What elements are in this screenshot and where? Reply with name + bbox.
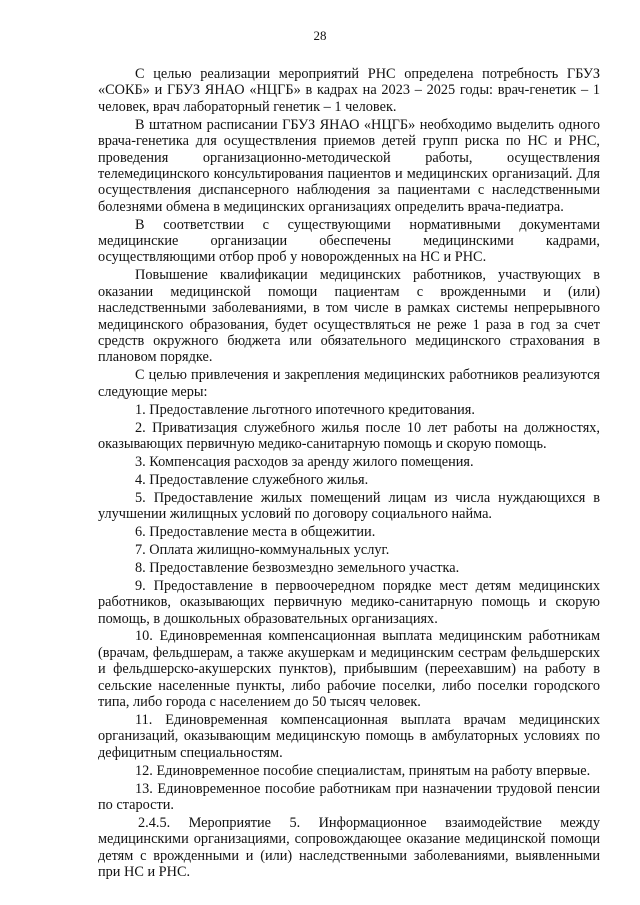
measure-item: 5. Предоставление жилых помещений лицам из числа нуждающихся в улучшении жилищных условий по договору социального найма. [98,489,600,523]
measure-item: 7. Оплата жилищно-коммунальных услуг. [135,541,390,558]
measure-item: 8. Предоставление безвозмездно земельного участка. [135,559,460,576]
measure-item: 3. Компенсация расходов за аренду жилого помещения. [135,453,474,470]
measure-item: 11. Единовременная компенсационная выплата врачам медицинских организаций, оказывающим медицинскую помощь в амбулаторных условиях по дефицитным специальностям. [98,711,600,761]
measure-item: 10. Единовременная компенсационная выплата медицинским работникам (врачам, фельдшерам, а также акушеркам и медицинским сестрам фельдшерских и фельдшерско-акушерских пунктов), прибывшим (переехавшим) на работу в сельские населенные пункты, либо рабочие поселки, либо поселки городского типа, либо города с населением до 50 тысяч человек. [98,628,600,711]
measure-item: 2. Приватизация служебного жилья после 10 лет работы на должностях, оказывающих первичную медико-санитарную помощь и скорую помощь. [98,419,600,452]
paragraph-regulatory-documents: В соответствии с существующими нормативными документами медицинские организации обеспечены медицинскими кадрами, осуществляющими отбор проб у новорожденных на НС и РНС. [98,216,600,266]
document-body [98,66,600,882]
measure-item: 1. Предоставление льготного ипотечного кредитования. [135,401,475,418]
page-number: 28 [313,28,327,43]
paragraph-staff-schedule: В штатном расписании ГБУЗ ЯНАО «НЦГБ» необходимо выделить одного врача-генетика для осуществления приемов детей групп риска по НС и РНС, проведения организационно-методической работы, осуществления телемедицинского консультирования пациентов и медицинских организаций. Для осуществления диспансерного наблюдения за пациентами с наследственными болезнями обмена в медицинских организациях определить врача-педиатра. [98,116,600,215]
measure-item: 9. Предоставление в первоочередном порядке мест детям медицинских работников, оказывающих первичную медико-санитарную помощь и скорую помощь, в дошкольных образовательных организациях. [98,577,600,627]
measure-item: 13. Единовременное пособие работникам при назначении трудовой пенсии по старости. [98,780,600,813]
section-heading-2-4-5: 2.4.5. Мероприятие 5. Информационное взаимодействие между медицинскими организациями, сопровождающее оказание медицинской помощи детям с врожденными и (или) наследственными заболеваниями, выявленными при НС и РНС. [98,814,600,881]
paragraph-qualification: Повышение квалификации медицинских работников, участвующих в оказании медицинской помощи пациентам с врожденными и (или) наследственными заболеваниями, в том числе в рамках системы непрерывного медицинского образования, будет осуществляться не реже 1 раза в год за счет средств окружного бюджета или обязательного медицинского страхования в плановом порядке. [98,267,600,366]
measure-item: 6. Предоставление места в общежитии. [135,523,376,540]
measure-item: 4. Предоставление служебного жилья. [135,471,369,488]
paragraph-staffing-need: С целью реализации мероприятий РНС определена потребность ГБУЗ «СОКБ» и ГБУЗ ЯНАО «НЦГБ» в кадрах на 2023 – 2025 годы: врач-генетик – 1 человек, врач лабораторный генетик – 1 человек. [98,66,600,115]
paragraph-measures-intro: С целью привлечения и закрепления медицинских работников реализуются следующие меры: [98,367,600,400]
measure-item: 12. Единовременное пособие специалистам, принятым на работу впервые. [135,762,591,779]
